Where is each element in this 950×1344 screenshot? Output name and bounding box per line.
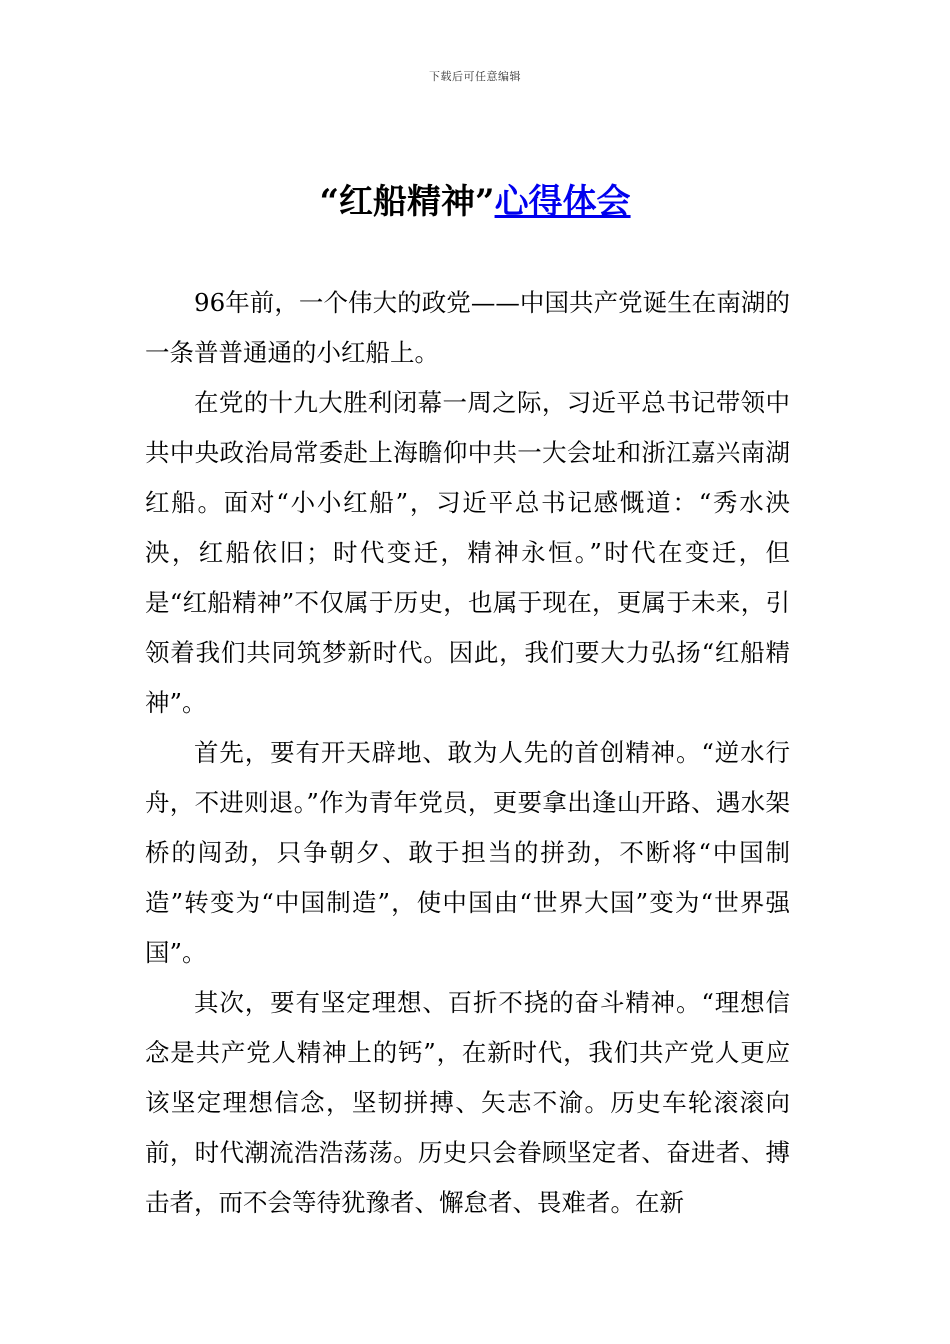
header-note: 下载后可任意编辑 — [429, 70, 521, 83]
paragraph: 在党的十九大胜利闭幕一周之际，习近平总书记带领中共中央政治局常委赴上海瞻仰中共一大会址和浙江嘉兴南湖红船。面对“小小红船”，习近平总书记感慨道：“秀水泱泱，红船依旧；时代变迁，精神永恒。”时代在变迁，但是“红船精神”不仅属于历史，也属于现在，更属于未来，引领着我们共同筑梦新时代。因此，我们要大力弘扬“红船精神”。 — [145, 388, 790, 717]
document-body — [145, 278, 790, 1228]
title-prefix: “红船精神” — [319, 182, 495, 222]
paragraph: 其次，要有坚定理想、百折不挠的奋斗精神。“理想信念是共产党人精神上的钙”，在新时代，我们共产党人更应该坚定理想信念，坚韧拼搏、矢志不渝。历史车轮滚滚向前，时代潮流浩浩荡荡。历史只会眷顾坚定者、奋进者、搏击者，而不会等待犹豫者、懈怠者、畏难者。在新 — [145, 988, 790, 1217]
page-title — [0, 176, 950, 228]
paragraph: 首先，要有开天辟地、敢为人先的首创精神。“逆水行舟，不进则退。”作为青年党员，更要拿出逢山开路、遇水架桥的闯劲，只争朝夕、敢于担当的拼劲，不断将“中国制造”转变为“中国制造”，使中国由“世界大国”变为“世界强国”。 — [145, 738, 790, 967]
title-link[interactable]: 心得体会 — [494, 182, 631, 222]
paragraph: 96年前，一个伟大的政党——中国共产党诞生在南湖的一条普普通通的小红船上。 — [145, 288, 790, 367]
